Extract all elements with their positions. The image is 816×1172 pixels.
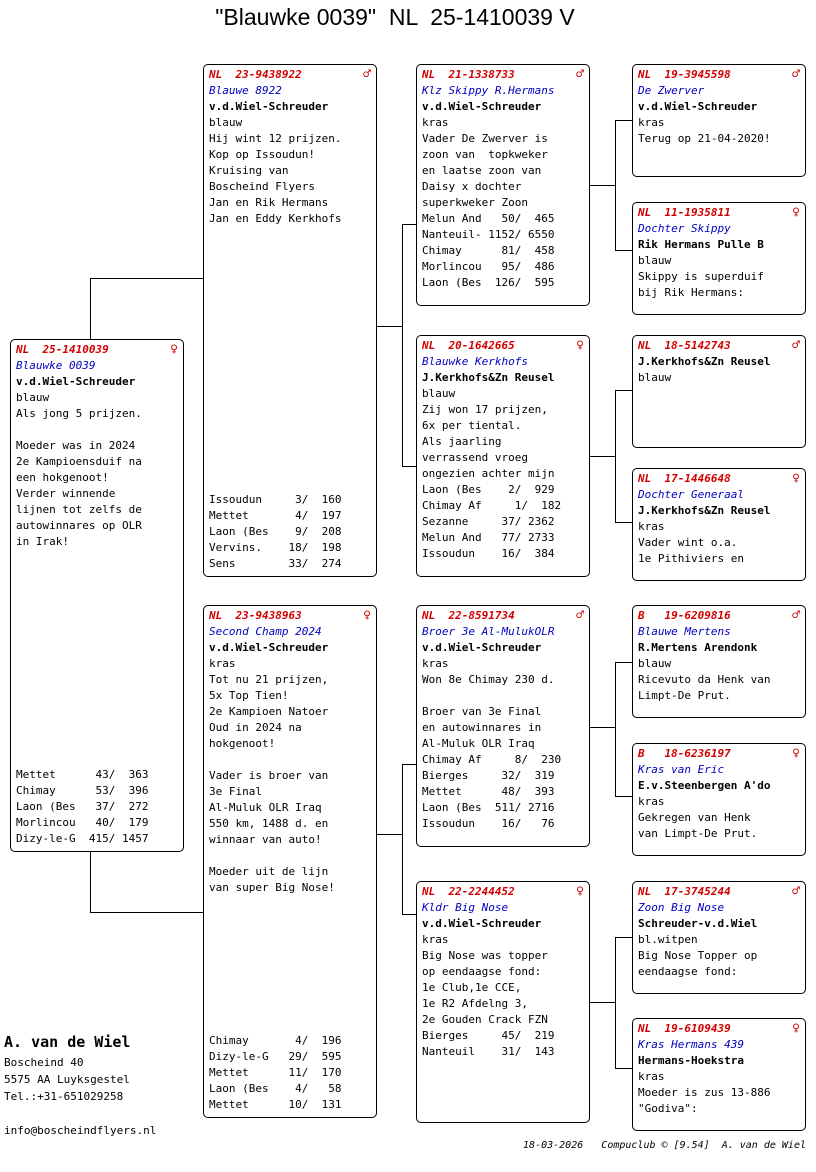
- ring-number: NL 11-1935811: [638, 206, 731, 219]
- remark-line: [209, 752, 371, 768]
- remark-line: [16, 422, 178, 438]
- pigeon-card-ancestor: [632, 468, 806, 581]
- race-results: [209, 1033, 341, 1113]
- female-icon: ♀: [363, 608, 371, 623]
- male-icon: ♂: [576, 67, 584, 82]
- result-line: Chimay Af 1/ 182: [422, 499, 562, 512]
- pigeon-card-ancestor: [632, 64, 806, 177]
- remark-line: ongezien achter mijn: [422, 467, 555, 480]
- remark-line: bij Rik Hermans:: [638, 286, 744, 299]
- remark-line: Vader De Zwerver is: [422, 132, 548, 145]
- pigeon-name: De Zwerver: [638, 84, 705, 97]
- remark-line: Skippy is superduif: [638, 270, 764, 283]
- remark-line: [209, 848, 371, 864]
- page-title: "Blauwke 0039" NL 25-1410039 V: [215, 4, 575, 30]
- result-line: Chimay Af 8/ 230: [422, 753, 562, 766]
- result-line: Bierges 32/ 319: [422, 769, 555, 782]
- female-icon: ♀: [576, 338, 584, 353]
- remark-line: 3e Final: [209, 785, 262, 798]
- remark-line: 6x per tiental.: [422, 419, 522, 432]
- remark-line: op eendaagse fond:: [422, 965, 542, 978]
- result-line: Sezanne 37/ 2362: [422, 515, 555, 528]
- male-icon: ♂: [792, 67, 800, 82]
- remark-line: winnaar van auto!: [209, 833, 322, 846]
- remark-line: Jan en Rik Hermans: [209, 196, 329, 209]
- pigeon-name: Blauwke 0039: [16, 359, 96, 372]
- male-icon: ♂: [363, 67, 371, 82]
- result-line: Issoudun 16/ 76: [422, 817, 555, 830]
- remark-line: Verder winnende: [16, 487, 116, 500]
- ring-number: B 19-6209816: [638, 609, 731, 622]
- pigeon-card-grand-dam-maternal: [416, 881, 590, 1123]
- result-line: Sens 33/ 274: [209, 557, 342, 570]
- remark-line: eendaagse fond:: [638, 965, 738, 978]
- ring-number: NL 23-9438963: [209, 609, 302, 622]
- pigeon-card-ancestor: [632, 743, 806, 856]
- pigeon-name: Kras van Eric: [638, 763, 725, 776]
- result-line: Melun And 50/ 465: [422, 212, 555, 225]
- remark-line: in Irak!: [16, 535, 69, 548]
- remark-line: Vader wint o.a.: [638, 536, 738, 549]
- remark-line: Moeder uit de lijn: [209, 865, 329, 878]
- footer: 18-03-2026 Compuclub © [9.54] A. van de Wiel: [523, 1140, 806, 1151]
- remark-line: Tot nu 21 prijzen,: [209, 673, 329, 686]
- color: blauw: [638, 254, 672, 267]
- owner-city: 5575 AA Luyksgestel: [4, 1073, 130, 1086]
- remark-line: Al-Muluk OLR Iraq: [422, 737, 535, 750]
- remark-line: lijnen tot zelfs de: [16, 503, 142, 516]
- pigeon-name: Zoon Big Nose: [638, 901, 725, 914]
- remark-line: Ricevuto da Henk van: [638, 673, 771, 686]
- remark-line: Won 8e Chimay 230 d.: [422, 673, 555, 686]
- pigeon-name: Broer 3e Al-MulukOLR: [422, 625, 555, 638]
- result-line: Laon (Bes 9/ 208: [209, 525, 342, 538]
- breeder: v.d.Wiel-Schreuder: [422, 641, 542, 654]
- breeder: E.v.Steenbergen A'do: [638, 779, 771, 792]
- remark-line: 2e Gouden Crack FZN: [422, 1013, 548, 1026]
- owner-name: A. van de Wiel: [4, 1033, 131, 1051]
- color: kras: [638, 116, 665, 129]
- female-icon: ♀: [170, 342, 178, 357]
- breeder: Schreuder-v.d.Wiel: [638, 917, 758, 930]
- breeder: v.d.Wiel-Schreuder: [422, 917, 542, 930]
- female-icon: ♀: [576, 884, 584, 899]
- pigeon-card-grand-sire-maternal: [416, 605, 590, 847]
- ring-number: NL 22-8591734: [422, 609, 515, 622]
- pigeon-name: Blauwe 8922: [209, 84, 282, 97]
- result-line: Mettet 4/ 197: [209, 509, 342, 522]
- owner-email[interactable]: info@boscheindflyers.nl: [4, 1124, 157, 1137]
- pigeon-card-sire: [203, 64, 377, 577]
- remark-line: autowinnares op OLR: [16, 519, 142, 532]
- ring-number: NL 17-1446648: [638, 472, 731, 485]
- remark-line: 1e R2 Afdelng 3,: [422, 997, 528, 1010]
- pigeon-name: Dochter Generaal: [638, 488, 744, 501]
- result-line: Nanteuil 31/ 143: [422, 1045, 555, 1058]
- pigeon-card-ancestor: [632, 335, 806, 448]
- race-results: [209, 492, 341, 572]
- color: blauw: [422, 387, 456, 400]
- remark-line: Moeder was in 2024: [16, 439, 136, 452]
- remark-line: Broer van 3e Final: [422, 705, 542, 718]
- remark-line: verrassend vroeg: [422, 451, 528, 464]
- race-results: [16, 767, 148, 847]
- result-line: Vervins. 18/ 198: [209, 541, 342, 554]
- result-line: Laon (Bes 4/ 58: [209, 1082, 342, 1095]
- ring-number: NL 18-5142743: [638, 339, 731, 352]
- female-icon: ♀: [792, 746, 800, 761]
- ring-number: B 18-6236197: [638, 747, 731, 760]
- remark-line: "Godiva":: [638, 1102, 698, 1115]
- pigeon-name: Klz Skippy R.Hermans: [422, 84, 555, 97]
- pigeon-name: Dochter Skippy: [638, 222, 731, 235]
- remark-line: Jan en Eddy Kerkhofs: [209, 212, 342, 225]
- remark-line: 2e Kampioensduif na: [16, 455, 142, 468]
- remark-line: van Limpt-De Prut.: [638, 827, 758, 840]
- remark-line: Al-Muluk OLR Iraq: [209, 801, 322, 814]
- remark-line: en laatse zoon van: [422, 164, 542, 177]
- color: kras: [638, 1070, 665, 1083]
- result-line: Laon (Bes 37/ 272: [16, 800, 149, 813]
- result-line: Dizy-le-G 415/ 1457: [16, 832, 149, 845]
- remark-line: zoon van topkweker: [422, 148, 548, 161]
- result-line: Chimay 4/ 196: [209, 1034, 342, 1047]
- result-line: Mettet 11/ 170: [209, 1066, 342, 1079]
- remark-line: Big Nose was topper: [422, 949, 548, 962]
- male-icon: ♂: [792, 608, 800, 623]
- breeder: J.Kerkhofs&Zn Reusel: [638, 504, 771, 517]
- remark-line: Terug op 21-04-2020!: [638, 132, 771, 145]
- pigeon-card-ancestor: [632, 605, 806, 718]
- color: kras: [209, 657, 236, 670]
- pigeon-card-dam: [203, 605, 377, 1118]
- remark-line: Limpt-De Prut.: [638, 689, 731, 702]
- pigeon-name: Kras Hermans 439: [638, 1038, 744, 1051]
- result-line: Bierges 45/ 219: [422, 1029, 555, 1042]
- result-line: Mettet 48/ 393: [422, 785, 555, 798]
- result-line: Laon (Bes 126/ 595: [422, 276, 555, 289]
- color: blauw: [638, 371, 672, 384]
- breeder: J.Kerkhofs&Zn Reusel: [638, 355, 771, 368]
- remark-line: Hij wint 12 prijzen.: [209, 132, 342, 145]
- breeder: v.d.Wiel-Schreuder: [209, 641, 329, 654]
- result-line: Dizy-le-G 29/ 595: [209, 1050, 342, 1063]
- ring-number: NL 22-2244452: [422, 885, 515, 898]
- breeder: v.d.Wiel-Schreuder: [209, 100, 329, 113]
- ring-number: NL 23-9438922: [209, 68, 302, 81]
- remark-line: Zij won 17 prijzen,: [422, 403, 548, 416]
- breeder: Hermans-Hoekstra: [638, 1054, 744, 1067]
- remark-line: Kruising van: [209, 164, 289, 177]
- color: kras: [638, 795, 665, 808]
- male-icon: ♂: [576, 608, 584, 623]
- color: kras: [422, 116, 449, 129]
- remark-line: 2e Kampioen Natoer: [209, 705, 329, 718]
- remark-line: superkweker Zoon: [422, 196, 528, 209]
- ring-number: NL 20-1642665: [422, 339, 515, 352]
- remark-line: Gekregen van Henk: [638, 811, 751, 824]
- pigeon-name: Blauwke Kerkhofs: [422, 355, 528, 368]
- result-line: Chimay 81/ 458: [422, 244, 555, 257]
- ring-number: NL 17-3745244: [638, 885, 731, 898]
- color: blauw: [209, 116, 243, 129]
- pigeon-card-ancestor: [632, 1018, 806, 1131]
- male-icon: ♂: [792, 884, 800, 899]
- remark-line: 5x Top Tien!: [209, 689, 289, 702]
- pigeon-card-ancestor: [632, 881, 806, 994]
- breeder: v.d.Wiel-Schreuder: [422, 100, 542, 113]
- female-icon: ♀: [792, 205, 800, 220]
- result-line: Laon (Bes 511/ 2716: [422, 801, 555, 814]
- remark-line: Vader is broer van: [209, 769, 329, 782]
- remark-line: Moeder is zus 13-886: [638, 1086, 771, 1099]
- remark-line: Daisy x dochter: [422, 180, 522, 193]
- ring-number: NL 19-3945598: [638, 68, 731, 81]
- result-line: Nanteuil- 1152/ 6550: [422, 228, 555, 241]
- remark-line: een hokgenoot!: [16, 471, 109, 484]
- owner-address: Boscheind 40: [4, 1056, 84, 1069]
- breeder: Rik Hermans Pulle B: [638, 238, 764, 251]
- female-icon: ♀: [792, 471, 800, 486]
- result-line: Laon (Bes 2/ 929: [422, 483, 555, 496]
- male-icon: ♂: [792, 338, 800, 353]
- female-icon: ♀: [792, 1021, 800, 1036]
- remark-line: Oud in 2024 na: [209, 721, 302, 734]
- result-line: Issoudun 16/ 384: [422, 547, 555, 560]
- result-line: Chimay 53/ 396: [16, 784, 149, 797]
- remark-line: hokgenoot!: [209, 737, 276, 750]
- remark-line: Kop op Issoudun!: [209, 148, 315, 161]
- ring-number: NL 19-6109439: [638, 1022, 731, 1035]
- pigeon-card-grand-dam-paternal: [416, 335, 590, 577]
- remark-line: Boscheind Flyers: [209, 180, 315, 193]
- remark-line: Als jaarling: [422, 435, 502, 448]
- color: bl.witpen: [638, 933, 698, 946]
- owner-block: [4, 1034, 130, 1105]
- result-line: Melun And 77/ 2733: [422, 531, 555, 544]
- color: kras: [422, 657, 449, 670]
- ring-number: NL 25-1410039: [16, 343, 109, 356]
- result-line: Morlincou 40/ 179: [16, 816, 149, 829]
- pigeon-card-subject: [10, 339, 184, 852]
- result-line: Mettet 10/ 131: [209, 1098, 342, 1111]
- result-line: Issoudun 3/ 160: [209, 493, 342, 506]
- remark-line: [422, 688, 584, 704]
- ring-number: NL 21-1338733: [422, 68, 515, 81]
- remark-line: Als jong 5 prijzen.: [16, 407, 142, 420]
- remark-line: 1e Pithiviers en: [638, 552, 744, 565]
- color: blauw: [16, 391, 50, 404]
- breeder: R.Mertens Arendonk: [638, 641, 758, 654]
- pigeon-name: Kldr Big Nose: [422, 901, 509, 914]
- color: kras: [638, 520, 665, 533]
- result-line: Mettet 43/ 363: [16, 768, 149, 781]
- breeder: v.d.Wiel-Schreuder: [16, 375, 136, 388]
- breeder: v.d.Wiel-Schreuder: [638, 100, 758, 113]
- remark-line: van super Big Nose!: [209, 881, 335, 894]
- color: kras: [422, 933, 449, 946]
- pigeon-card-ancestor: [632, 202, 806, 315]
- result-line: Morlincou 95/ 486: [422, 260, 555, 273]
- color: blauw: [638, 657, 672, 670]
- pigeon-card-grand-sire-paternal: [416, 64, 590, 306]
- pigeon-name: Blauwe Mertens: [638, 625, 731, 638]
- remark-line: en autowinnares in: [422, 721, 542, 734]
- breeder: J.Kerkhofs&Zn Reusel: [422, 371, 555, 384]
- remark-line: Big Nose Topper op: [638, 949, 758, 962]
- remark-line: 550 km, 1488 d. en: [209, 817, 329, 830]
- owner-phone: Tel.:+31-651029258: [4, 1090, 124, 1103]
- remark-line: 1e Club,1e CCE,: [422, 981, 522, 994]
- pigeon-name: Second Champ 2024: [209, 625, 322, 638]
